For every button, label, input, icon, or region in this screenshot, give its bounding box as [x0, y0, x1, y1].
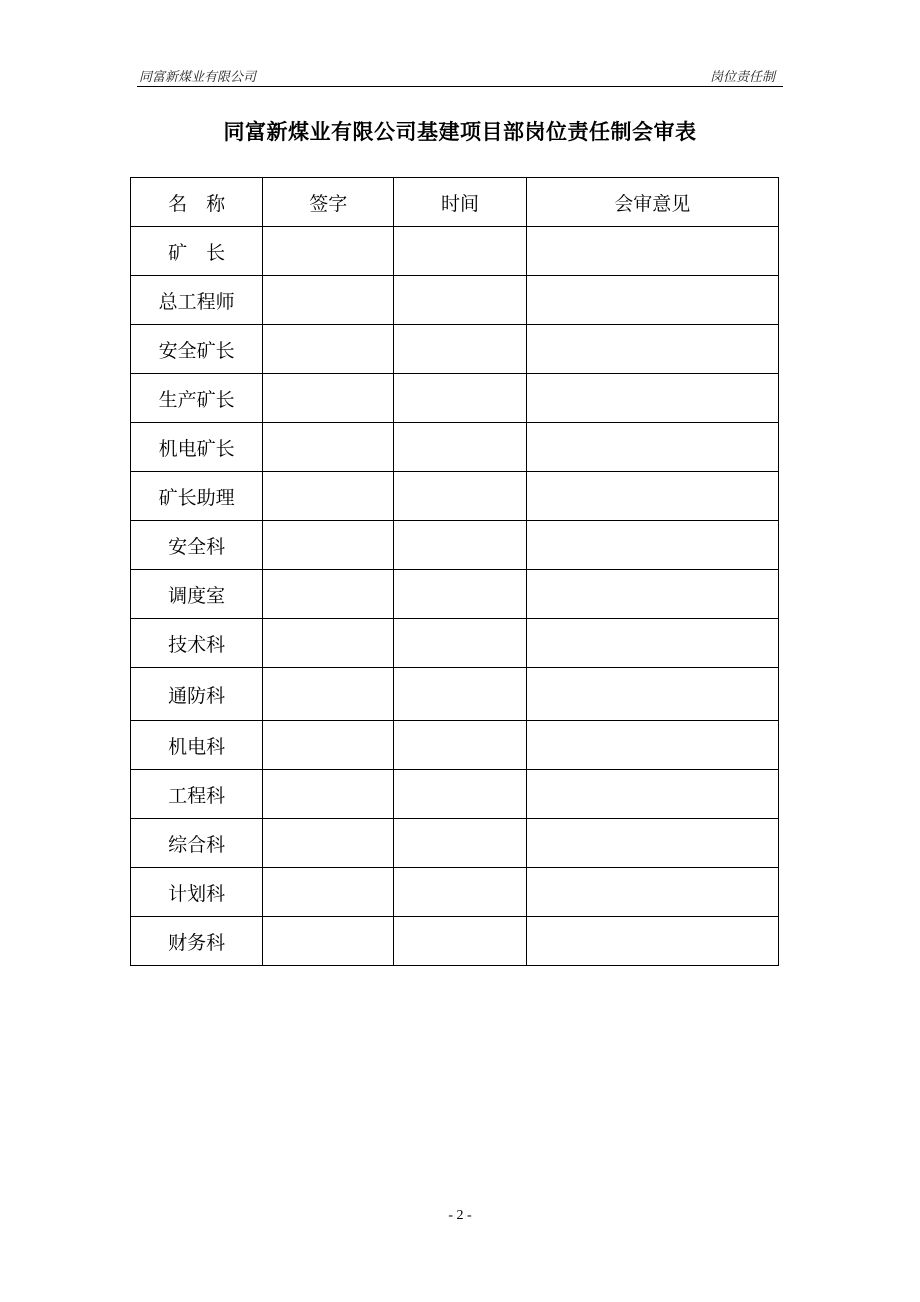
row-name: 机电矿长: [131, 423, 263, 472]
table-row: [131, 472, 779, 521]
opinion-cell: [526, 521, 778, 570]
opinion-cell: [526, 325, 778, 374]
table-row: [131, 325, 779, 374]
opinion-cell: [526, 917, 778, 966]
page-number: - 2 -: [448, 1208, 472, 1223]
row-name: 综合科: [131, 819, 263, 868]
time-cell: [394, 521, 526, 570]
signature-cell: [263, 325, 394, 374]
opinion-cell: [526, 570, 778, 619]
signature-cell: [263, 423, 394, 472]
header-document-type: 岗位责任制: [709, 70, 775, 85]
header-signature: 签字: [263, 178, 394, 227]
time-cell: [394, 374, 526, 423]
row-name: 调度室: [131, 570, 263, 619]
table-row: [131, 619, 779, 668]
opinion-cell: [526, 668, 778, 721]
header-company-name: 同富新煤业有限公司: [139, 70, 257, 85]
table-row: [131, 868, 779, 917]
time-cell: [394, 276, 526, 325]
row-name: 安全矿长: [131, 325, 263, 374]
signature-cell: [263, 770, 394, 819]
table-row: [131, 570, 779, 619]
row-name: 计划科: [131, 868, 263, 917]
signature-cell: [263, 472, 394, 521]
table-row: [131, 276, 779, 325]
time-cell: [394, 770, 526, 819]
signature-cell: [263, 570, 394, 619]
signature-cell: [263, 721, 394, 770]
time-cell: [394, 472, 526, 521]
opinion-cell: [526, 770, 778, 819]
signature-cell: [263, 917, 394, 966]
opinion-cell: [526, 276, 778, 325]
table-row: [131, 668, 779, 721]
time-cell: [394, 917, 526, 966]
row-name: 安全科: [131, 521, 263, 570]
time-cell: [394, 227, 526, 276]
opinion-cell: [526, 423, 778, 472]
time-cell: [394, 423, 526, 472]
row-name: 矿长助理: [131, 472, 263, 521]
opinion-cell: [526, 227, 778, 276]
time-cell: [394, 325, 526, 374]
opinion-cell: [526, 868, 778, 917]
time-cell: [394, 570, 526, 619]
row-name: 总工程师: [131, 276, 263, 325]
time-cell: [394, 721, 526, 770]
signature-cell: [263, 868, 394, 917]
signature-cell: [263, 619, 394, 668]
document-title: 同富新煤业有限公司基建项目部岗位责任制会审表: [223, 120, 697, 144]
opinion-cell: [526, 619, 778, 668]
table-row: [131, 721, 779, 770]
table-row: [131, 521, 779, 570]
signature-cell: [263, 668, 394, 721]
opinion-cell: [526, 721, 778, 770]
row-name: 通防科: [131, 668, 263, 721]
header-opinion: 会审意见: [526, 178, 778, 227]
signature-cell: [263, 374, 394, 423]
time-cell: [394, 668, 526, 721]
signature-cell: [263, 521, 394, 570]
opinion-cell: [526, 472, 778, 521]
review-table: [130, 177, 779, 966]
table-row: [131, 423, 779, 472]
table-header-row: [131, 178, 779, 227]
row-name: 机电科: [131, 721, 263, 770]
time-cell: [394, 868, 526, 917]
opinion-cell: [526, 819, 778, 868]
signature-cell: [263, 227, 394, 276]
row-name: 财务科: [131, 917, 263, 966]
row-name: 工程科: [131, 770, 263, 819]
table-row: [131, 374, 779, 423]
header-time: 时间: [394, 178, 526, 227]
table-row: [131, 227, 779, 276]
table-row: [131, 917, 779, 966]
page-header: [137, 64, 783, 87]
header-name: 名 称: [131, 178, 263, 227]
time-cell: [394, 619, 526, 668]
row-name: 矿 长: [131, 227, 263, 276]
signature-cell: [263, 819, 394, 868]
table-row: [131, 770, 779, 819]
row-name: 生产矿长: [131, 374, 263, 423]
time-cell: [394, 819, 526, 868]
signature-cell: [263, 276, 394, 325]
opinion-cell: [526, 374, 778, 423]
table-row: [131, 819, 779, 868]
row-name: 技术科: [131, 619, 263, 668]
